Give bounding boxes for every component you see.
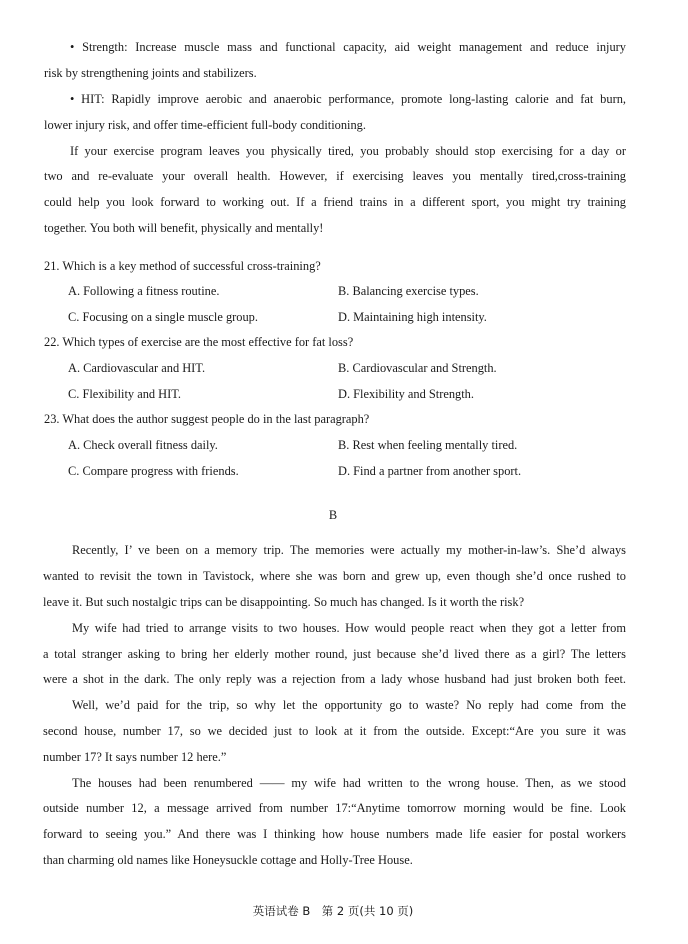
- passage-b-p4-line-4: than charming old names like Honeysuckle cottage and Holly-Tree House.: [43, 853, 413, 867]
- passage-b-p2-line-2: a total stranger asking to bring her elderly mother round, just because she’d lived there as a girl? The letters: [43, 647, 626, 661]
- strength-bullet-line-2: risk by strengthening joints and stabilizers.: [44, 66, 257, 80]
- passage-b-p1-line-2: wanted to revisit the town in Tavistock, where she was born and grew up, even though she’d once rushed to: [43, 569, 626, 583]
- question-23-option-d: D. Find a partner from another sport.: [338, 464, 522, 478]
- question-23-option-c: C. Compare progress with friends.: [68, 464, 239, 478]
- passage-b-p3-line-3: number 17? It says number 12 here.”: [43, 750, 227, 764]
- last-paragraph-line-1: If your exercise program leaves you physically tired, you probably should stop exercising for a day or: [70, 144, 626, 158]
- question-22-option-a: A. Cardiovascular and HIT.: [68, 361, 206, 375]
- passage-b-p3-line-2: second house, number 17, so we decided just to look at it from the outside. Except:“Are you sure it was: [43, 724, 626, 738]
- hit-bullet-line-1: • HIT: Rapidly improve aerobic and anaerobic performance, promote long-lasting calorie and fat burn,: [70, 92, 626, 106]
- question-21-option-d: D. Maintaining high intensity.: [338, 310, 487, 324]
- passage-b-p4-line-2: outside number 12, a message arrived from number 17:“Anytime tomorrow morning would be fine. Look: [43, 801, 626, 815]
- passage-b-p4-line-3: forward to seeing you.” And there was I thinking how house numbers made life easier for postal workers: [43, 827, 626, 841]
- question-22-option-b: B. Cardiovascular and Strength.: [338, 361, 497, 375]
- question-22-option-d: D. Flexibility and Strength.: [338, 387, 474, 401]
- passage-b-p1-line-3: leave it. But such nostalgic trips can be disappointing. So much has changed. Is it worth the risk?: [43, 595, 525, 609]
- question-21-stem: 21. Which is a key method of successful cross-training?: [44, 259, 321, 273]
- last-paragraph-line-2: two and re-evaluate your overall health. However, if exercising leaves you mentally tired,cross-training: [44, 169, 626, 183]
- question-22-option-c: C. Flexibility and HIT.: [68, 387, 181, 401]
- question-23-option-b: B. Rest when feeling mentally tired.: [338, 438, 518, 452]
- question-22-stem: 22. Which types of exercise are the most effective for fat loss?: [44, 335, 354, 349]
- passage-b-p1-line-1: Recently, I’ ve been on a memory trip. The memories were actually my mother-in-law’s. She’d always: [72, 543, 626, 557]
- last-paragraph-line-4: together. You both will benefit, physically and mentally!: [44, 221, 324, 235]
- hit-bullet-line-2: lower injury risk, and offer time-efficient full-body conditioning.: [44, 118, 366, 132]
- question-23-option-a: A. Check overall fitness daily.: [68, 438, 218, 452]
- passage-b-p2-line-3: were a shot in the dark. The only reply was a rejection from a lady whose husband had just broken both feet.: [43, 672, 626, 686]
- question-21-option-c: C. Focusing on a single muscle group.: [68, 310, 258, 324]
- page-footer: 英语试卷 B 第 2 页(共 10 页): [252, 904, 414, 918]
- passage-b-p4-line-1: The houses had been renumbered —— my wife had written to the wrong house. Then, as we stood: [72, 776, 626, 790]
- passage-b-p3-line-1: Well, we’d paid for the trip, so why let the opportunity go to waste? No reply had come from the: [72, 698, 626, 712]
- strength-bullet-line-1: • Strength: Increase muscle mass and functional capacity, aid weight management and reduce injury: [70, 40, 626, 54]
- question-21-option-a: A. Following a fitness routine.: [68, 284, 220, 298]
- last-paragraph-line-3: could help you look forward to working out. If a friend trains in a different sport, you might try training: [44, 195, 626, 209]
- passage-b-p2-line-1: My wife had tried to arrange visits to two houses. How would people react when they got a letter from: [72, 621, 626, 635]
- question-23-stem: 23. What does the author suggest people do in the last paragraph?: [44, 412, 370, 426]
- passage-b-heading: B: [328, 508, 338, 522]
- question-21-option-b: B. Balancing exercise types.: [338, 284, 479, 298]
